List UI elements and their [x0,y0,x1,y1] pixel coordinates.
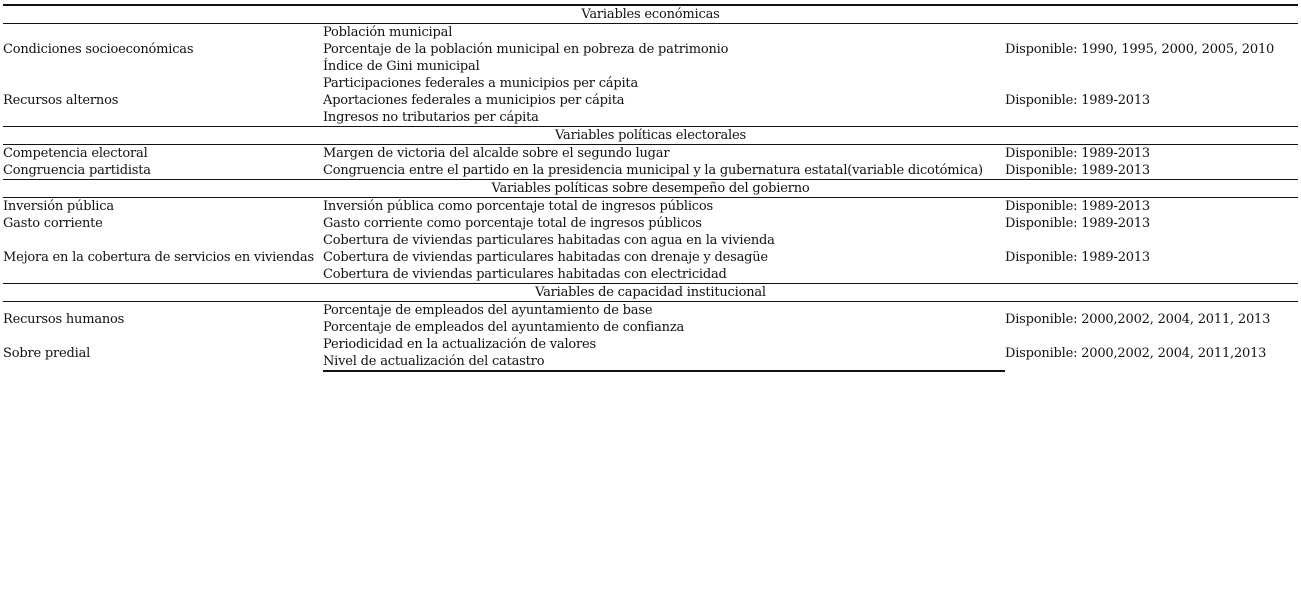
row-availability: Disponible: 1989-2013 [1005,216,1150,231]
row-item: Porcentaje de empleados del ayuntamiento de confianza [323,320,685,335]
table-row [3,215,1298,232]
table-row [3,75,1298,92]
row-availability: Disponible: 1990, 1995, 2000, 2005, 2010 [1005,42,1275,57]
section-title-economicas: Variables económicas [3,5,1298,24]
row-item: Porcentaje de empleados del ayuntamiento de base [323,303,653,318]
row-item: Índice de Gini municipal [323,59,480,74]
section-title-capacidad: Variables de capacidad institucional [3,284,1298,302]
row-item: Participaciones federales a municipios per cápita [323,76,639,91]
row-availability: Disponible: 2000,2002, 2004, 2011, 2013 [1005,311,1271,327]
row-availability: Disponible: 1989-2013 [1005,163,1150,178]
row-item: Cobertura de viviendas particulares habitadas con electricidad [323,267,727,282]
row-availability: Disponible: 1989-2013 [1005,93,1150,108]
row-label-gasto: Gasto corriente [3,216,103,231]
row-item: Gasto corriente como porcentaje total de ingresos públicos [323,216,702,231]
row-item: Margen de victoria del alcalde sobre el segundo lugar [323,146,670,161]
table-row [3,232,1298,249]
row-item: Inversión pública como porcentaje total de ingresos públicos [323,199,713,214]
table-row [3,24,1298,42]
section-title-desempeno: Variables políticas sobre desempeño del gobierno [3,180,1298,198]
table-row [3,145,1298,163]
table-row [3,336,1298,353]
row-availability: Disponible: 2000,2002, 2004, 2011,2013 [1005,346,1267,361]
variables-table [3,4,1298,372]
section-header-row [3,5,1298,24]
row-item: Ingresos no tributarios per cápita [323,110,539,125]
row-label-recursos-alternos: Recursos alternos [3,93,119,108]
section-header-row [3,180,1298,198]
row-label-congruencia: Congruencia partidista [3,163,151,178]
row-item: Cobertura de viviendas particulares habitadas con drenaje y desagüe [323,250,768,265]
row-label-recursos-humanos: Recursos humanos [3,311,125,327]
row-label-competencia: Competencia electoral [3,146,148,161]
row-availability: Disponible: 1989-2013 [1005,146,1150,161]
row-label-inversion: Inversión pública [3,199,114,214]
row-label-predial: Sobre predial [3,346,91,361]
table-row [3,198,1298,216]
row-item: Aportaciones federales a municipios per cápita [323,93,625,108]
row-item: Nivel de actualización del catastro [323,353,1005,371]
row-item: Cobertura de viviendas particulares habitadas con agua en la vivienda [323,233,775,248]
row-availability: Disponible: 1989-2013 [1005,250,1150,265]
row-label-socioeconomicas: Condiciones socioeconómicas [3,42,194,57]
section-header-row [3,127,1298,145]
row-item: Congruencia entre el partido en la presidencia municipal y la gubernatura estatal(variable dicotómica) [323,163,983,178]
row-label-servicios: Mejora en la cobertura de servicios en viviendas [3,250,314,265]
row-item: Población municipal [323,25,453,40]
section-title-politicas-electorales: Variables políticas electorales [3,127,1298,145]
section-header-row [3,284,1298,302]
table-row [3,162,1298,180]
row-item: Porcentaje de la población municipal en pobreza de patrimonio [323,42,729,57]
row-item: Periodicidad en la actualización de valores [323,337,597,352]
table-row [3,302,1298,320]
row-availability: Disponible: 1989-2013 [1005,199,1150,214]
